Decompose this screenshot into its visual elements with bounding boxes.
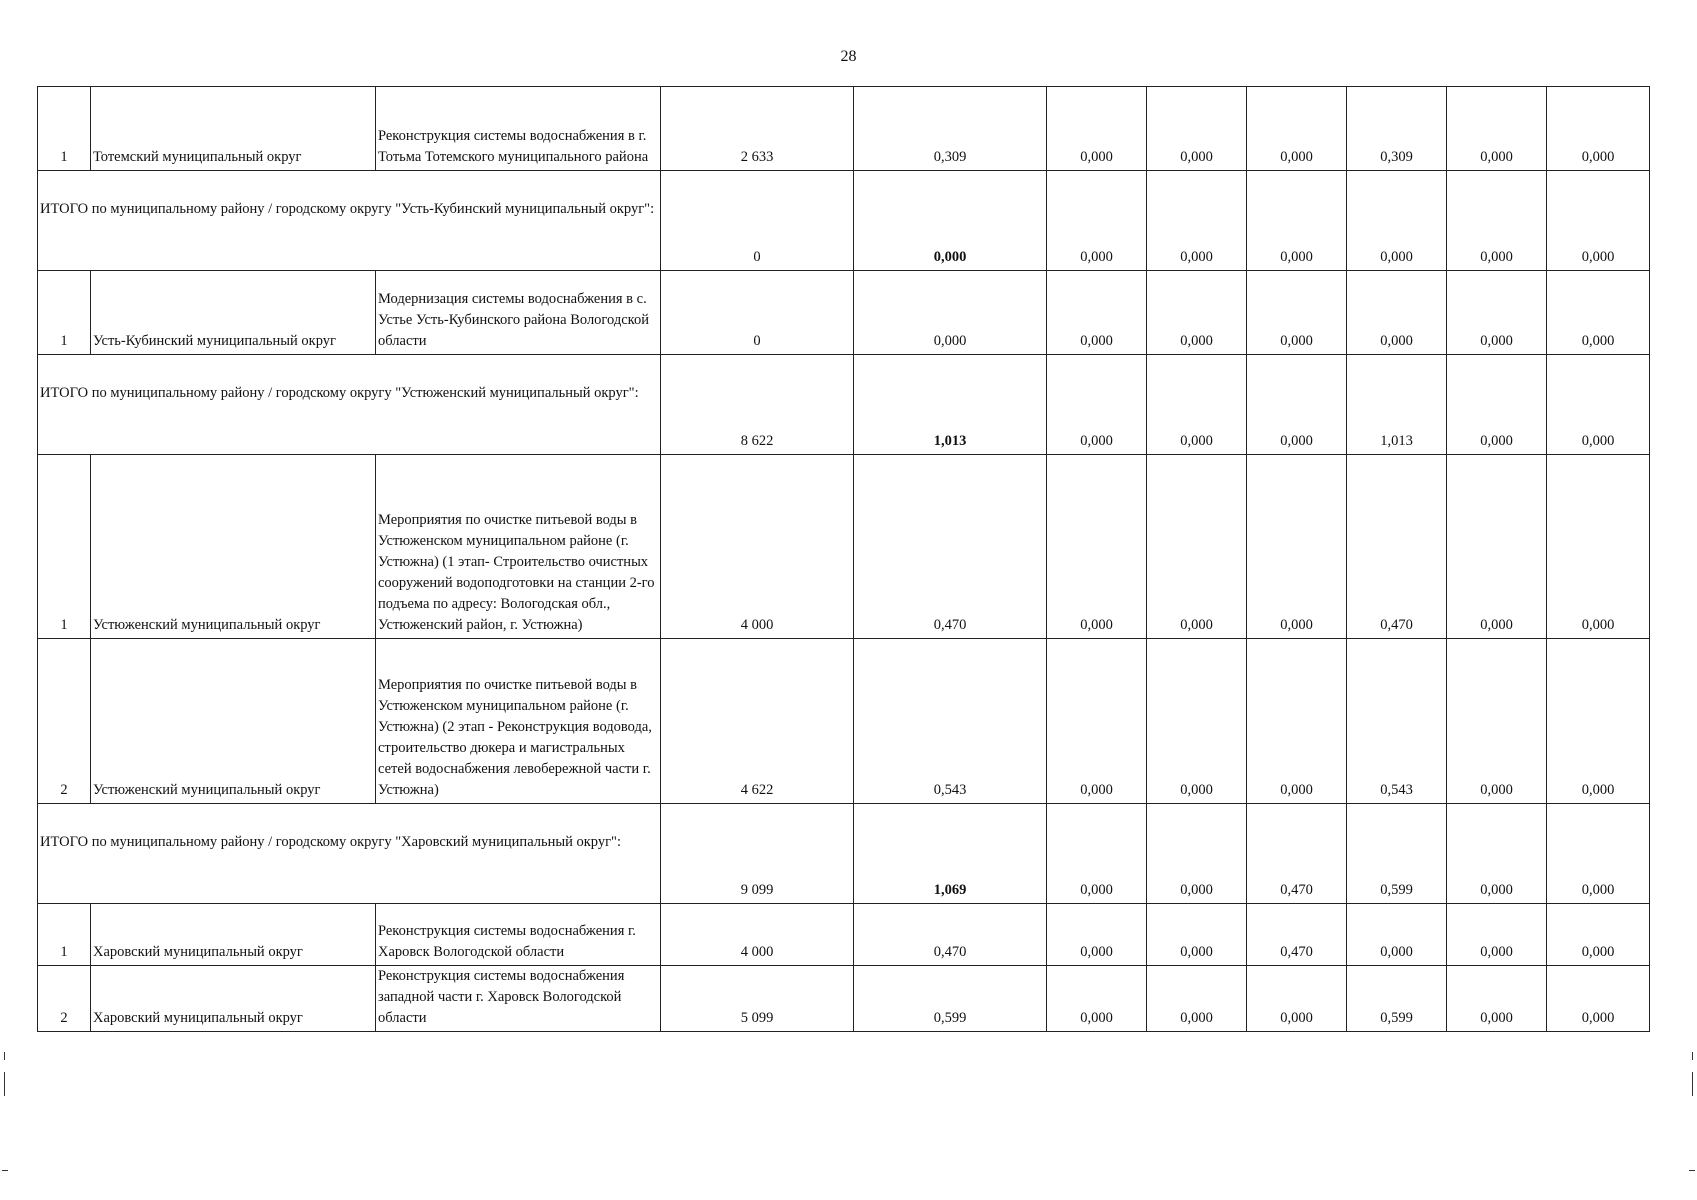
value-cell: 0,599 bbox=[1347, 804, 1447, 904]
table-row bbox=[38, 904, 1650, 966]
row-index: 1 bbox=[38, 87, 91, 171]
total-value: 1,013 bbox=[854, 355, 1047, 455]
subtotal-label: ИТОГО по муниципальному району / городскому округу "Усть-Кубинский муниципальный округ": bbox=[38, 171, 661, 271]
funding-table bbox=[37, 86, 1650, 1032]
table-row bbox=[38, 271, 1650, 355]
value-cell: 1,013 bbox=[1347, 355, 1447, 455]
value-cell: 0,000 bbox=[1547, 904, 1650, 966]
value-cell: 0,000 bbox=[1447, 171, 1547, 271]
value-cell: 0,000 bbox=[1047, 904, 1147, 966]
value-cell: 0,000 bbox=[1547, 355, 1650, 455]
value-cell: 0,000 bbox=[1147, 804, 1247, 904]
total-value: 0,599 bbox=[854, 966, 1047, 1032]
total-value: 0,470 bbox=[854, 904, 1047, 966]
capacity-value: 2 633 bbox=[661, 87, 854, 171]
value-cell: 0,000 bbox=[1347, 904, 1447, 966]
total-value: 1,069 bbox=[854, 804, 1047, 904]
scan-mark bbox=[1692, 1052, 1693, 1060]
value-cell: 0,000 bbox=[1247, 966, 1347, 1032]
subtotal-row bbox=[38, 804, 1650, 904]
value-cell: 0,000 bbox=[1447, 455, 1547, 639]
row-index: 1 bbox=[38, 271, 91, 355]
value-cell: 0,000 bbox=[1347, 171, 1447, 271]
scan-mark bbox=[1689, 1170, 1695, 1171]
scan-mark bbox=[4, 1052, 5, 1060]
value-cell: 0,000 bbox=[1547, 639, 1650, 804]
subtotal-label: ИТОГО по муниципальному району / городскому округу "Харовский муниципальный округ": bbox=[38, 804, 661, 904]
project-name: Реконструкция системы водоснабжения в г. Тотьма Тотемского муниципального района bbox=[376, 87, 661, 171]
value-cell: 0,000 bbox=[1447, 639, 1547, 804]
project-name: Мероприятия по очистке питьевой воды в Устюженском муниципальном районе (г. Устюжна) (1 этап- Строительство очистных сооружений водоподготовки на станции 2-го подъема по адресу: Вологодская обл., Устюженский район, г. Устюжна) bbox=[376, 455, 661, 639]
total-value: 0,309 bbox=[854, 87, 1047, 171]
value-cell: 0,000 bbox=[1147, 639, 1247, 804]
value-cell: 0,000 bbox=[1447, 355, 1547, 455]
table-row bbox=[38, 966, 1650, 1032]
district-name: Устюженский муниципальный округ bbox=[91, 455, 376, 639]
value-cell: 0,000 bbox=[1447, 904, 1547, 966]
value-cell: 0,000 bbox=[1147, 355, 1247, 455]
value-cell: 0,000 bbox=[1047, 639, 1147, 804]
total-value: 0,000 bbox=[854, 171, 1047, 271]
project-name: Реконструкция системы водоснабжения г. Харовск Вологодской области bbox=[376, 904, 661, 966]
total-value: 0,543 bbox=[854, 639, 1047, 804]
value-cell: 0,000 bbox=[1247, 171, 1347, 271]
value-cell: 0,000 bbox=[1047, 455, 1147, 639]
scan-mark bbox=[2, 1170, 8, 1171]
capacity-value: 0 bbox=[661, 271, 854, 355]
value-cell: 0,000 bbox=[1147, 455, 1247, 639]
value-cell: 0,000 bbox=[1547, 804, 1650, 904]
value-cell: 0,000 bbox=[1247, 355, 1347, 455]
page-number: 28 bbox=[840, 48, 857, 65]
value-cell: 0,000 bbox=[1447, 271, 1547, 355]
district-name: Харовский муниципальный округ bbox=[91, 966, 376, 1032]
value-cell: 0,470 bbox=[1347, 455, 1447, 639]
district-name: Харовский муниципальный округ bbox=[91, 904, 376, 966]
capacity-value: 0 bbox=[661, 171, 854, 271]
subtotal-row bbox=[38, 171, 1650, 271]
value-cell: 0,000 bbox=[1147, 904, 1247, 966]
project-name: Реконструкция системы водоснабжения западной части г. Харовск Вологодской области bbox=[376, 966, 661, 1032]
row-index: 2 bbox=[38, 639, 91, 804]
value-cell: 0,470 bbox=[1247, 804, 1347, 904]
capacity-value: 9 099 bbox=[661, 804, 854, 904]
row-index: 1 bbox=[38, 904, 91, 966]
value-cell: 0,000 bbox=[1047, 804, 1147, 904]
project-name: Мероприятия по очистке питьевой воды в Устюженском муниципальном районе (г. Устюжна) (2 этап - Реконструкция водовода, строительство дюкера и магистральных сетей водоснабжения левобережной части г. Устюжна) bbox=[376, 639, 661, 804]
capacity-value: 5 099 bbox=[661, 966, 854, 1032]
value-cell: 0,000 bbox=[1447, 87, 1547, 171]
capacity-value: 8 622 bbox=[661, 355, 854, 455]
value-cell: 0,000 bbox=[1547, 455, 1650, 639]
capacity-value: 4 622 bbox=[661, 639, 854, 804]
value-cell: 0,000 bbox=[1247, 455, 1347, 639]
row-index: 1 bbox=[38, 455, 91, 639]
value-cell: 0,599 bbox=[1347, 966, 1447, 1032]
value-cell: 0,000 bbox=[1547, 271, 1650, 355]
district-name: Тотемский муниципальный округ bbox=[91, 87, 376, 171]
value-cell: 0,000 bbox=[1047, 87, 1147, 171]
value-cell: 0,000 bbox=[1547, 87, 1650, 171]
total-value: 0,000 bbox=[854, 271, 1047, 355]
table-row bbox=[38, 639, 1650, 804]
value-cell: 0,000 bbox=[1047, 271, 1147, 355]
value-cell: 0,000 bbox=[1347, 271, 1447, 355]
value-cell: 0,000 bbox=[1047, 355, 1147, 455]
value-cell: 0,000 bbox=[1147, 171, 1247, 271]
district-name: Устюженский муниципальный округ bbox=[91, 639, 376, 804]
value-cell: 0,000 bbox=[1547, 171, 1650, 271]
total-value: 0,470 bbox=[854, 455, 1047, 639]
value-cell: 0,000 bbox=[1047, 966, 1147, 1032]
value-cell: 0,000 bbox=[1247, 639, 1347, 804]
value-cell: 0,000 bbox=[1147, 966, 1247, 1032]
project-name: Модернизация системы водоснабжения в с. Устье Усть-Кубинского района Вологодской области bbox=[376, 271, 661, 355]
value-cell: 0,000 bbox=[1047, 171, 1147, 271]
table-row bbox=[38, 455, 1650, 639]
scan-mark bbox=[1692, 1072, 1693, 1096]
value-cell: 0,000 bbox=[1247, 87, 1347, 171]
value-cell: 0,470 bbox=[1247, 904, 1347, 966]
capacity-value: 4 000 bbox=[661, 455, 854, 639]
value-cell: 0,000 bbox=[1147, 271, 1247, 355]
scan-mark bbox=[4, 1072, 5, 1096]
subtotal-row bbox=[38, 355, 1650, 455]
subtotal-label: ИТОГО по муниципальному району / городскому округу "Устюженский муниципальный округ": bbox=[38, 355, 661, 455]
value-cell: 0,000 bbox=[1147, 87, 1247, 171]
value-cell: 0,000 bbox=[1447, 966, 1547, 1032]
row-index: 2 bbox=[38, 966, 91, 1032]
capacity-value: 4 000 bbox=[661, 904, 854, 966]
value-cell: 0,000 bbox=[1547, 966, 1650, 1032]
value-cell: 0,000 bbox=[1447, 804, 1547, 904]
table-row bbox=[38, 87, 1650, 171]
value-cell: 0,543 bbox=[1347, 639, 1447, 804]
value-cell: 0,309 bbox=[1347, 87, 1447, 171]
value-cell: 0,000 bbox=[1247, 271, 1347, 355]
district-name: Усть-Кубинский муниципальный округ bbox=[91, 271, 376, 355]
